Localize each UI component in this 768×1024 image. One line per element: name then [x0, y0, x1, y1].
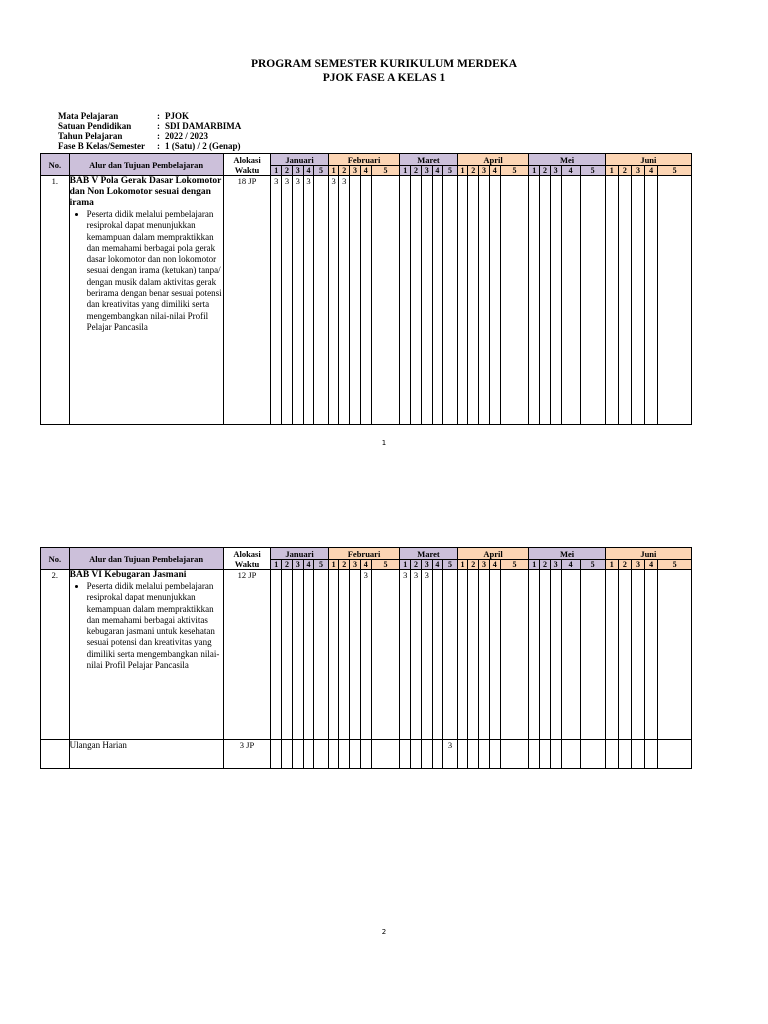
- week-header: 1: [529, 166, 540, 176]
- week-cell: [457, 570, 468, 740]
- program-table-page-2: [40, 547, 692, 769]
- alur-cell: [69, 570, 223, 740]
- week-cell: [328, 570, 339, 740]
- week-header: 4: [645, 166, 658, 176]
- week-cell: 3: [271, 176, 282, 425]
- week-cell: [580, 176, 605, 425]
- week-cell: [371, 740, 400, 769]
- alokasi-cell: 18 JP: [223, 176, 271, 425]
- week-header: 5: [500, 560, 529, 570]
- week-cell: [339, 740, 350, 769]
- bab-title: BAB V Pola Gerak Dasar Lokomotor dan Non Lokomotor sesuai dengan irama: [69, 176, 222, 208]
- meta-sep: :: [157, 141, 160, 151]
- week-header: 1: [271, 560, 282, 570]
- week-cell: [605, 740, 618, 769]
- week-cell: [500, 176, 529, 425]
- week-header: 1: [605, 166, 618, 176]
- row-number: 1.: [41, 176, 70, 425]
- week-cell: [540, 570, 551, 740]
- week-cell: [550, 570, 561, 740]
- week-cell: [529, 570, 540, 740]
- week-cell: [561, 176, 580, 425]
- month-header-april: April: [457, 154, 529, 166]
- week-header: 2: [282, 560, 293, 570]
- week-header: 1: [457, 166, 468, 176]
- week-cell: 3: [411, 570, 422, 740]
- meta-row-mata-pelajaran: [58, 111, 241, 121]
- week-cell: [271, 740, 282, 769]
- week-cell: [561, 570, 580, 740]
- week-cell: [314, 570, 328, 740]
- week-cell: [421, 740, 432, 769]
- week-cell: [540, 176, 551, 425]
- week-cell: [400, 176, 411, 425]
- week-cell: [339, 570, 350, 740]
- meta-value: PJOK: [165, 111, 189, 121]
- week-header: 3: [292, 166, 303, 176]
- week-header: 3: [631, 560, 644, 570]
- row-number: [41, 740, 70, 769]
- week-header: 5: [580, 560, 605, 570]
- week-header: 2: [339, 166, 350, 176]
- week-cell: [658, 176, 692, 425]
- week-header: 5: [371, 166, 400, 176]
- week-cell: [421, 176, 432, 425]
- week-header: 2: [618, 166, 631, 176]
- week-cell: [314, 740, 328, 769]
- week-cell: [468, 740, 479, 769]
- week-header: 4: [489, 166, 500, 176]
- alokasi-header: Alokasi Waktu: [223, 548, 271, 570]
- activity-title: Ulangan Harian: [69, 740, 127, 750]
- week-cell: [411, 740, 422, 769]
- week-cell: [631, 570, 644, 740]
- week-header: 1: [400, 560, 411, 570]
- week-header: 1: [457, 560, 468, 570]
- week-header: 4: [303, 166, 314, 176]
- week-cell: [658, 740, 692, 769]
- week-cell: [468, 176, 479, 425]
- week-header: 1: [271, 166, 282, 176]
- week-cell: [282, 570, 293, 740]
- week-cell: [529, 740, 540, 769]
- week-cell: [479, 570, 490, 740]
- month-header-row: [41, 154, 692, 166]
- week-cell: [443, 570, 457, 740]
- week-cell: [411, 176, 422, 425]
- week-cell: [432, 176, 443, 425]
- week-cell: [500, 740, 529, 769]
- week-header: 4: [303, 560, 314, 570]
- month-header-februari: Februari: [328, 548, 400, 560]
- week-header: 2: [411, 560, 422, 570]
- week-header: 2: [468, 560, 479, 570]
- week-header: 4: [561, 166, 580, 176]
- no-header: No.: [41, 154, 70, 176]
- week-cell: 3: [303, 176, 314, 425]
- week-cell: 3: [360, 570, 371, 740]
- week-header: 5: [658, 166, 692, 176]
- week-cell: [303, 740, 314, 769]
- week-cell: [468, 570, 479, 740]
- week-cell: [271, 570, 282, 740]
- week-cell: [645, 176, 658, 425]
- week-cell: [371, 176, 400, 425]
- month-header-maret: Maret: [400, 154, 457, 166]
- document-subtitle: PJOK FASE A KELAS 1: [322, 72, 446, 84]
- week-header: 2: [618, 560, 631, 570]
- week-cell: 3: [339, 176, 350, 425]
- week-cell: 3: [400, 570, 411, 740]
- week-cell: [432, 740, 443, 769]
- table-row: [41, 740, 692, 769]
- week-cell: [371, 570, 400, 740]
- meta-sep: :: [157, 111, 160, 121]
- month-header-april: April: [457, 548, 529, 560]
- week-cell: [350, 740, 361, 769]
- week-header: 5: [658, 560, 692, 570]
- week-header: 2: [540, 560, 551, 570]
- week-cell: [282, 740, 293, 769]
- meta-row-satuan-pendidikan: [58, 121, 241, 131]
- week-cell: [550, 740, 561, 769]
- row-number: 2.: [41, 570, 70, 740]
- week-cell: [605, 570, 618, 740]
- week-header: 1: [529, 560, 540, 570]
- meta-value: 1 (Satu) / 2 (Genap): [165, 141, 241, 151]
- week-header: 3: [479, 166, 490, 176]
- no-header: No.: [41, 548, 70, 570]
- week-cell: 3: [421, 570, 432, 740]
- week-cell: [360, 176, 371, 425]
- objective-list: [70, 209, 223, 333]
- week-header: 1: [400, 166, 411, 176]
- table-row: [41, 570, 692, 740]
- week-header: 3: [350, 560, 361, 570]
- meta-sep: :: [157, 131, 160, 141]
- week-header: 2: [411, 166, 422, 176]
- week-cell: [479, 740, 490, 769]
- meta-value: SDI DAMARBIMA: [165, 121, 242, 131]
- objective-item: • Peserta didik melalui pembelajaran resiprokal dapat menunjukkan kemampuan dalam mempraktikkan dan memahami berbagai aktivitas kebugaran jasmani untuk kesehatan sesuai potensi dan kreativitas yang dimiliki serta mengembangkan nilai-nilai Profil Pelajar Pancasila: [87, 581, 223, 671]
- week-cell: 3: [443, 740, 457, 769]
- month-header-row: [41, 548, 692, 560]
- document-meta: [58, 111, 241, 151]
- table-row: [41, 176, 692, 425]
- program-table-page-1: [40, 153, 692, 425]
- page-number: 2: [381, 928, 387, 936]
- week-header: 2: [339, 560, 350, 570]
- week-cell: [618, 176, 631, 425]
- meta-row-kelas-semester: [58, 141, 241, 151]
- week-header: 3: [350, 166, 361, 176]
- week-header: 3: [550, 166, 561, 176]
- week-cell: [432, 570, 443, 740]
- week-header: 1: [328, 560, 339, 570]
- week-cell: [292, 740, 303, 769]
- page-number: 1: [381, 439, 387, 447]
- week-cell: [328, 740, 339, 769]
- month-header-februari: Februari: [328, 154, 400, 166]
- week-cell: [457, 740, 468, 769]
- week-cell: [580, 570, 605, 740]
- week-header: 5: [314, 166, 328, 176]
- week-cell: [605, 176, 618, 425]
- week-header: 4: [432, 166, 443, 176]
- week-header: 1: [328, 166, 339, 176]
- week-header: 1: [605, 560, 618, 570]
- week-header: 4: [561, 560, 580, 570]
- alur-cell: [69, 176, 223, 425]
- month-header-maret: Maret: [400, 548, 457, 560]
- alokasi-cell: 3 JP: [223, 740, 271, 769]
- alokasi-header: Alokasi Waktu: [223, 154, 271, 176]
- week-cell: [500, 570, 529, 740]
- week-cell: [350, 570, 361, 740]
- week-header: 3: [550, 560, 561, 570]
- week-header: 4: [489, 560, 500, 570]
- week-cell: [550, 176, 561, 425]
- week-cell: [489, 176, 500, 425]
- document-title: PROGRAM SEMESTER KURIKULUM MERDEKA: [250, 58, 518, 70]
- meta-label: Mata Pelajaran: [58, 111, 119, 121]
- month-header-mei: Mei: [529, 548, 605, 560]
- week-cell: [489, 570, 500, 740]
- alur-header: Alur dan Tujuan Pembelajaran: [69, 154, 223, 176]
- week-cell: [457, 176, 468, 425]
- week-cell: 3: [328, 176, 339, 425]
- week-header: 3: [479, 560, 490, 570]
- month-header-januari: Januari: [271, 548, 328, 560]
- week-cell: [540, 740, 551, 769]
- meta-label: Satuan Pendidikan: [58, 121, 132, 131]
- week-cell: [400, 740, 411, 769]
- week-header: 3: [421, 560, 432, 570]
- alur-cell: [69, 740, 223, 769]
- week-header: 3: [292, 560, 303, 570]
- week-header: 2: [282, 166, 293, 176]
- month-header-mei: Mei: [529, 154, 605, 166]
- alur-header: Alur dan Tujuan Pembelajaran: [69, 548, 223, 570]
- week-cell: [292, 570, 303, 740]
- week-cell: 3: [292, 176, 303, 425]
- week-cell: [350, 176, 361, 425]
- month-header-januari: Januari: [271, 154, 328, 166]
- week-cell: [580, 740, 605, 769]
- week-cell: [618, 740, 631, 769]
- week-cell: [561, 740, 580, 769]
- week-header: 5: [443, 166, 457, 176]
- week-header: 3: [631, 166, 644, 176]
- week-header: 4: [360, 166, 371, 176]
- week-header: 5: [371, 560, 400, 570]
- week-cell: [443, 176, 457, 425]
- week-header: 5: [314, 560, 328, 570]
- week-header: 5: [580, 166, 605, 176]
- week-header: 4: [432, 560, 443, 570]
- meta-label: Tahun Pelajaran: [58, 131, 123, 141]
- meta-row-tahun-pelajaran: [58, 131, 241, 141]
- week-cell: 3: [282, 176, 293, 425]
- week-cell: [618, 570, 631, 740]
- alokasi-cell: 12 JP: [223, 570, 271, 740]
- week-cell: [645, 570, 658, 740]
- week-header: 2: [540, 166, 551, 176]
- meta-label: Fase B Kelas/Semester: [58, 141, 145, 151]
- bab-title: BAB VI Kebugaran Jasmani: [69, 570, 187, 580]
- week-header: 5: [500, 166, 529, 176]
- meta-sep: :: [157, 121, 160, 131]
- week-cell: [645, 740, 658, 769]
- week-cell: [314, 176, 328, 425]
- week-header: 2: [468, 166, 479, 176]
- week-cell: [360, 740, 371, 769]
- objective-list: [70, 581, 223, 671]
- week-cell: [631, 740, 644, 769]
- month-header-juni: Juni: [605, 154, 691, 166]
- week-header: 3: [421, 166, 432, 176]
- week-cell: [303, 570, 314, 740]
- week-cell: [529, 176, 540, 425]
- week-cell: [489, 740, 500, 769]
- week-cell: [631, 176, 644, 425]
- week-cell: [658, 570, 692, 740]
- week-cell: [479, 176, 490, 425]
- week-header: 5: [443, 560, 457, 570]
- week-header: 4: [360, 560, 371, 570]
- meta-value: 2022 / 2023: [165, 131, 209, 141]
- objective-item: • Peserta didik melalui pembelajaran resiprokal dapat menunjukkan kemampuan dalam mempraktikkan dan memahami berbagai pola gerak dasar lokomotor dan non lokomotor sesuai dengan irama (ketukan) tanpa/ dengan musik dalam aktivitas gerak berirama dengan benar sesuai potensi dan kreativitas yang dimiliki serta mengembangkan nilai-nilai Profil Pelajar Pancasila: [87, 209, 223, 333]
- month-header-juni: Juni: [605, 548, 691, 560]
- week-header: 4: [645, 560, 658, 570]
